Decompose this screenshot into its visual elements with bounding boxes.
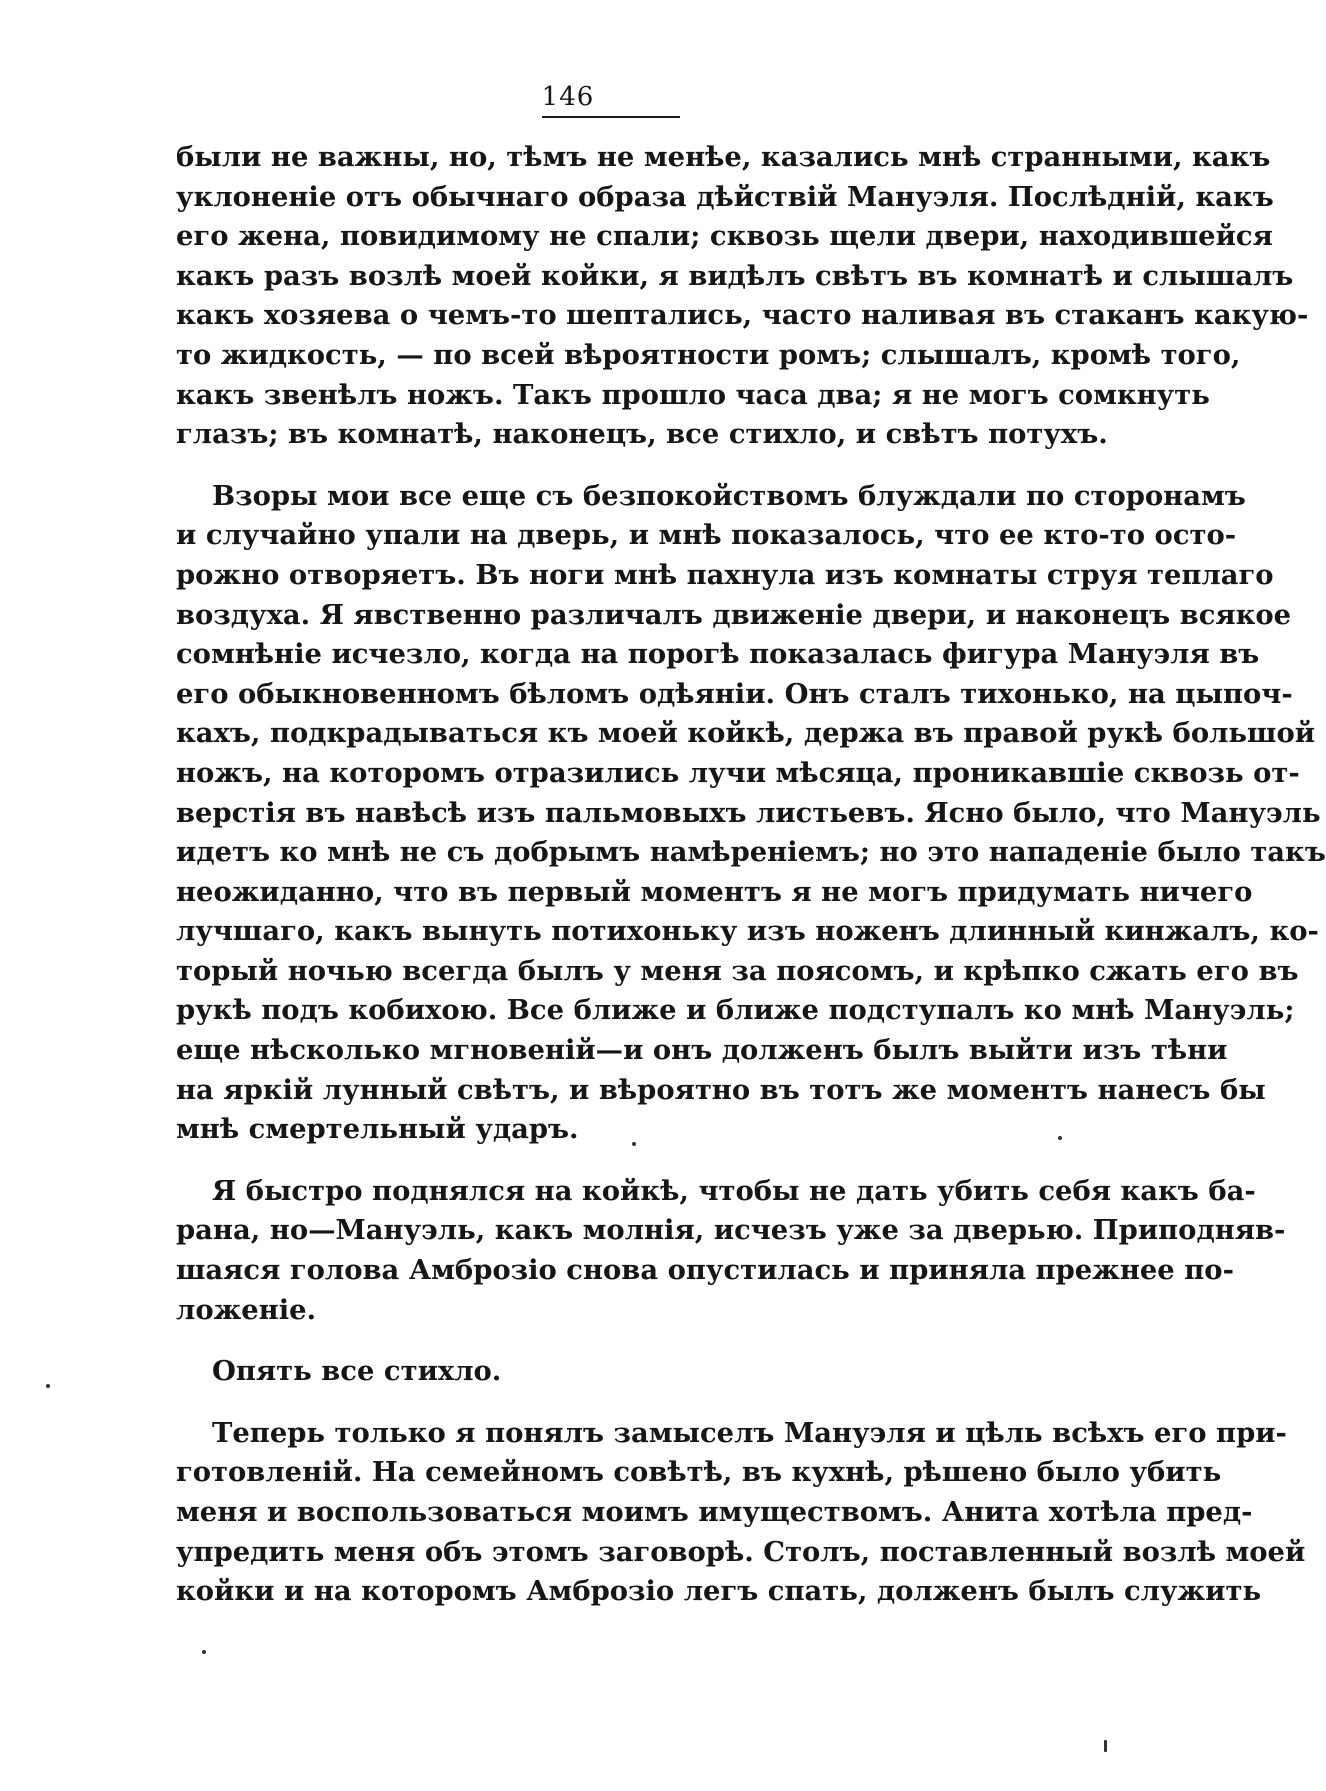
text-line: Взоры мои все еще съ безпокойствомъ блуждали по сторонамъ [212,479,1246,512]
text-line: мнѣ смертельный ударъ. [176,1113,579,1146]
text-line: Опять все стихло. [212,1355,502,1388]
text-line: ножъ, на которомъ отразились лучи мѣсяца, проникавшіе сквозь от- [176,756,1300,789]
text-line: неожиданно, что въ первый моментъ я не могъ придумать ничего [176,875,1253,908]
scan-speck [46,1384,50,1388]
paragraph-3 [176,1172,1286,1330]
scan-speck [202,1650,206,1654]
text-line: его жена, повидимому не спали; сквозь щели двери, находившейся [176,220,1273,253]
text-line: ложеніе. [176,1293,317,1326]
text-line: еще нѣсколько мгновеній—и онъ долженъ былъ выйти изъ тѣни [176,1034,1228,1067]
text-line: верстія въ навѣсѣ изъ пальмовыхъ листьевъ. Ясно было, что Мануэль [176,796,1321,829]
text-line: койки и на которомъ Амброзіо легъ спать, долженъ былъ служить [176,1575,1262,1608]
paragraph-5 [176,1414,1306,1612]
text-line: сомнѣніе исчезло, когда на порогѣ показалась фигура Мануэля въ [176,638,1260,671]
text-line: и случайно упали на дверь, и мнѣ показалось, что ее кто-то осто- [176,519,1237,552]
text-line: воздуха. Я явственно различалъ движеніе двери, и наконецъ всякое [176,598,1292,631]
text-line: готовленій. На семейномъ совѣтѣ, въ кухнѣ, рѣшено было убить [176,1456,1222,1489]
text-line: меня и воспользоваться моимъ имуществомъ. Анита хотѣла пред- [176,1496,1253,1528]
text-line: Я быстро поднялся на койкѣ, чтобы не дать убить себя какъ ба- [212,1174,1256,1207]
text-line: уклоненіе отъ обычнаго образа дѣйствій Мануэля. Послѣдній, какъ [176,180,1274,213]
body-text [176,138,1326,1634]
scan-speck [632,1142,636,1146]
text-line: то жидкость, — по всей вѣроятности ромъ; слышалъ, кромѣ того, [176,338,1241,371]
text-line: упредить меня объ этомъ заговорѣ. Столъ, поставленный возлѣ моей [176,1535,1306,1568]
text-line: его обыкновенномъ бѣломъ одѣяніи. Онъ сталъ тихонько, на цыпоч- [176,677,1293,710]
text-line: рукѣ подъ кобихою. Все ближе и ближе подступалъ ко мнѣ Мануэль; [176,994,1295,1027]
text-line: на яркій лунный свѣтъ, и вѣроятно въ тотъ же моментъ нанесъ бы [176,1073,1266,1106]
text-line: глазъ; въ комнатѣ, наконецъ, все стихло, и свѣтъ потухъ. [176,418,1108,451]
text-line: шаяся голова Амброзіо снова опустилась и приняла прежнее по- [176,1254,1234,1287]
text-line: идетъ ко мнѣ не съ добрымъ намѣреніемъ; но это нападеніе было такъ [176,836,1326,869]
text-line: торый ночью всегда былъ у меня за поясомъ, и крѣпко сжать его въ [176,954,1299,987]
text-line: рожно отворяетъ. Въ ноги мнѣ пахнула изъ комнаты струя теплаго [176,558,1274,591]
page-number: 146 [541,82,595,112]
paragraph-1 [176,138,1309,455]
text-line: какъ хозяева о чемъ-то шептались, часто наливая въ стаканъ какую- [176,299,1309,332]
text-line: Теперь только я понялъ замыселъ Мануэля и цѣль всѣхъ его при- [212,1416,1287,1449]
text-line: лучшаго, какъ вынуть потихоньку изъ ноженъ длинный кинжалъ, ко- [176,915,1319,948]
paragraph-4 [176,1352,1062,1392]
text-line: кахъ, подкрадываться къ моей койкѣ, держа въ правой рукѣ большой [176,717,1316,750]
paragraph-2 [176,477,1326,1150]
text-line: рана, но—Мануэль, какъ молнія, исчезъ уже за дверью. Приподняв- [176,1214,1286,1247]
text-line: были не важны, но, тѣмъ не менѣе, казались мнѣ странными, какъ [176,141,1271,173]
text-line: какъ звенѣлъ ножъ. Такъ прошло часа два; я не могъ сомкнуть [176,378,1210,411]
scan-speck [1104,1740,1107,1752]
scan-speck [1058,1136,1062,1140]
page-number-rule [542,116,680,118]
text-line: какъ разъ возлѣ моей койки, я видѣлъ свѣтъ въ комнатѣ и слышалъ [176,259,1294,292]
